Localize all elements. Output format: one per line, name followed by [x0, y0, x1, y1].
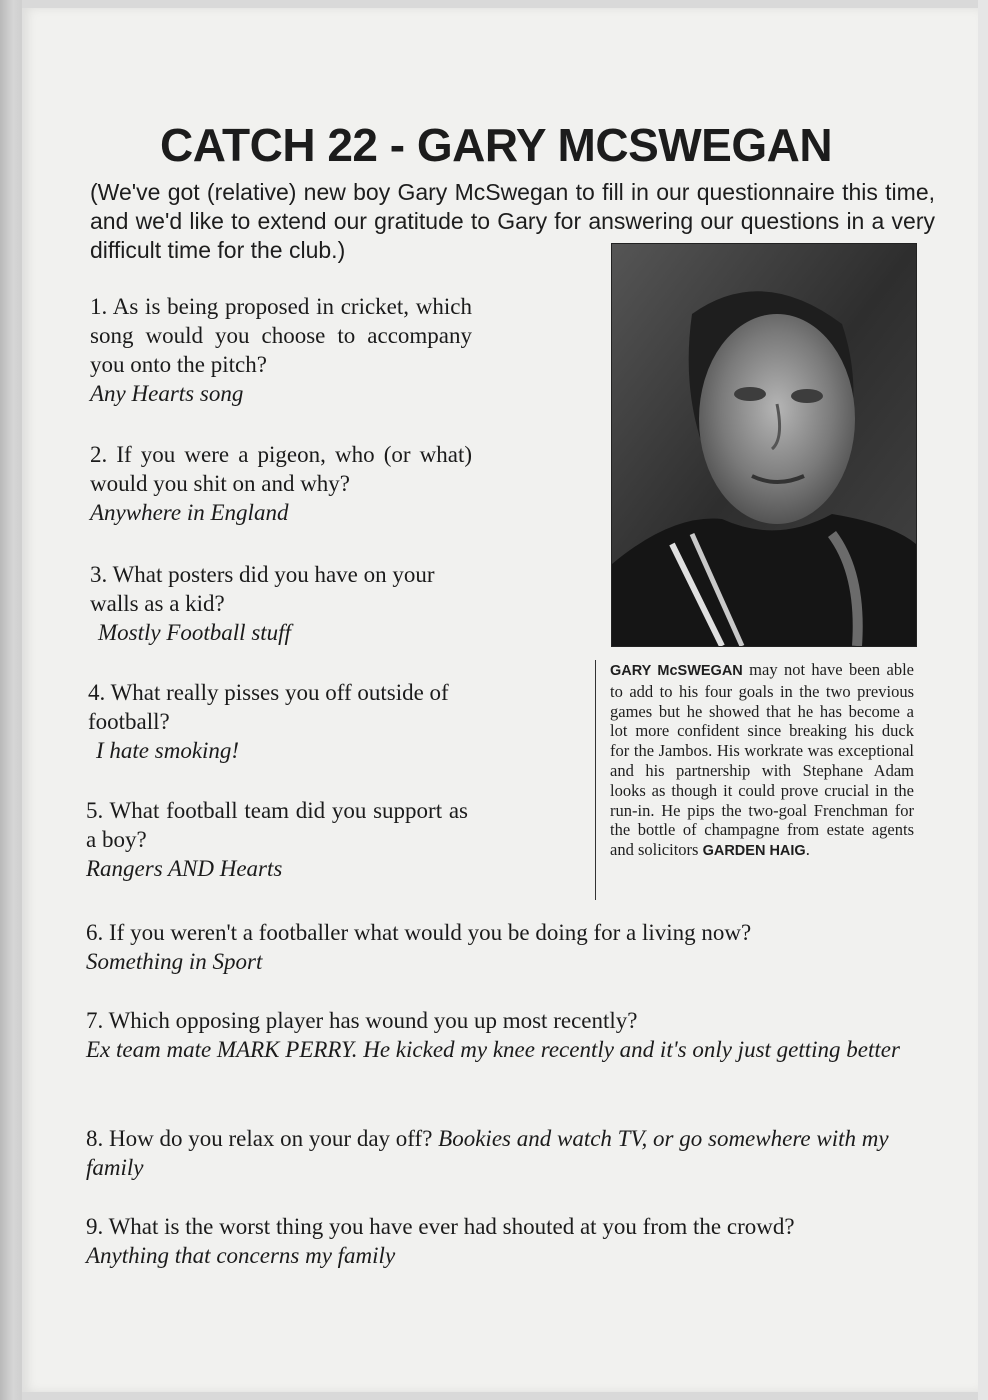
answer-text: Any Hearts song: [90, 381, 244, 406]
answer-text: I hate smoking!: [96, 738, 240, 763]
answer-text: Rangers AND Hearts: [86, 856, 283, 881]
caption-divider: [595, 660, 596, 900]
question-text: 3. What posters did you have on your walls as a kid?: [90, 562, 435, 616]
question-6: [86, 918, 924, 976]
question-1: [90, 292, 472, 408]
question-2: [90, 440, 472, 527]
player-portrait-image: [612, 244, 916, 646]
question-text: 4. What really pisses you off outside of football?: [88, 680, 449, 734]
scan-right-edge: [978, 0, 988, 1400]
question-7: [86, 1006, 924, 1064]
question-5: [86, 796, 468, 883]
answer-text: Mostly Football stuff: [98, 620, 291, 645]
caption-player-name: GARY McSWEGAN: [610, 663, 743, 679]
answer-text: Ex team mate MARK PERRY. He kicked my knee recently and it's only just getting better: [86, 1037, 900, 1062]
answer-text: Something in Sport: [86, 949, 263, 974]
question-text: 8. How do you relax on your day off?: [86, 1126, 433, 1151]
page-title: CATCH 22 - GARY MCSWEGAN: [160, 119, 833, 171]
scan-binding-edge: [0, 0, 22, 1400]
question-text: 5. What football team did you support as a boy?: [86, 798, 468, 852]
question-text: 1. As is being proposed in cricket, which song would you choose to accompany you onto the pitch?: [90, 294, 472, 377]
question-text: 7. Which opposing player has wound you up most recently?: [86, 1008, 638, 1033]
caption-end: .: [805, 840, 810, 860]
answer-text: Bookies and watch TV, or go somewhere with my family: [86, 1126, 889, 1180]
question-text: 2. If you were a pigeon, who (or what) would you shit on and why?: [90, 442, 472, 496]
question-text: 9. What is the worst thing you have ever had shouted at you from the crowd?: [86, 1214, 795, 1239]
question-text: 6. If you weren't a footballer what would you be doing for a living now?: [86, 920, 752, 945]
question-3: [90, 560, 470, 647]
question-9: [86, 1212, 924, 1270]
caption-sponsor: GARDEN HAIG: [702, 843, 806, 860]
player-photo: [611, 243, 917, 647]
caption-text: may not have been able to add to his four goals in the two previous games but he showed that he has become a lot more confident since breaking his duck for the Jambos. His workrate was exceptional and his partnership with Stephane Adam looks as though it could prove crucial in the run-in. He pips the two-goal Frenchman for the bottle of champagne from estate agents and solicitors: [610, 660, 914, 860]
intro-paragraph: (We've got (relative) new boy Gary McSwegan to fill in our questionnaire this time, and we'd like to extend our gratitude to Gary for answering our questions in a very difficult time for the club.): [90, 179, 935, 263]
photo-caption: [610, 660, 914, 862]
answer-text: Anywhere in England: [90, 500, 289, 525]
answer-text: Anything that concerns my family: [86, 1243, 396, 1268]
question-4: [88, 678, 468, 765]
question-8: [86, 1124, 924, 1182]
